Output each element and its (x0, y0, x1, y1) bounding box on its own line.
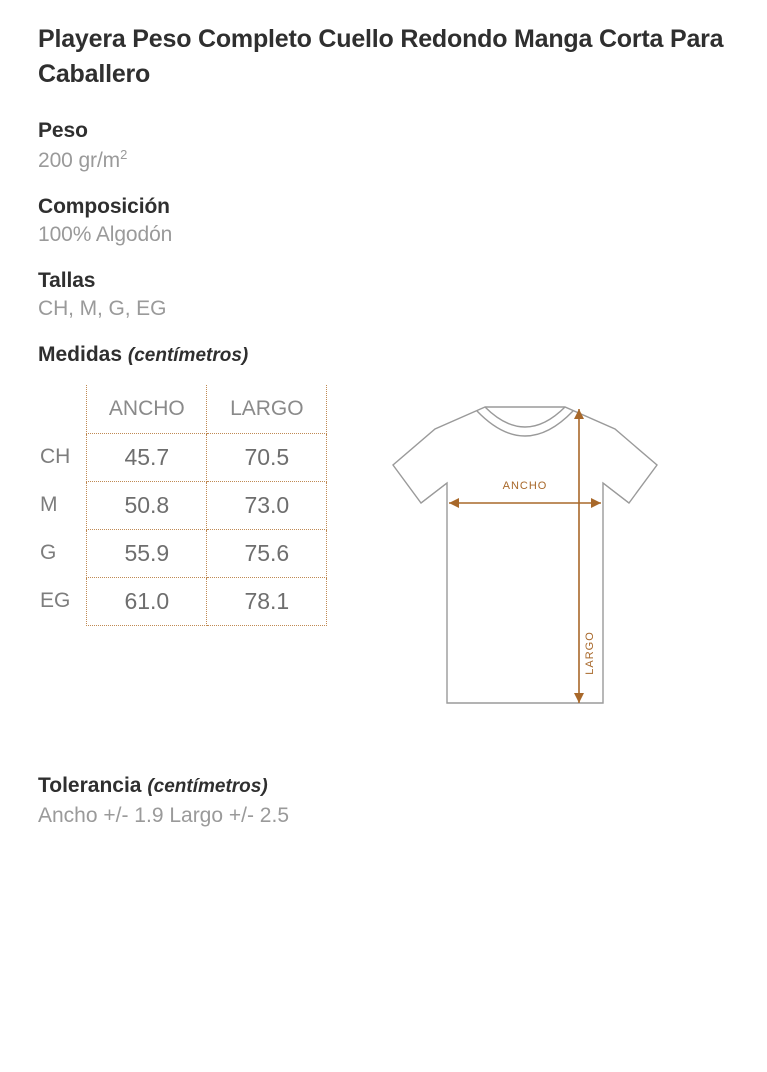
spec-peso-value-sup: 2 (120, 147, 128, 162)
column-header-ancho: ANCHO (87, 385, 207, 433)
cell-ch-ancho: 45.7 (87, 433, 207, 481)
spec-peso (38, 119, 729, 173)
tshirt-diagram (375, 385, 675, 730)
row-size-m: M (40, 493, 58, 516)
spec-composicion-label: Composición (38, 195, 170, 218)
cell-ch-largo: 70.5 (207, 433, 327, 481)
table-corner-cell (40, 385, 87, 433)
cell-eg-largo: 78.1 (207, 577, 327, 625)
tolerance-value: Ancho +/- 1.9 Largo +/- 2.5 (38, 804, 289, 827)
cell-g-largo: 75.6 (207, 529, 327, 577)
column-header-largo: LARGO (207, 385, 327, 433)
spec-tallas-label: Tallas (38, 269, 96, 292)
tolerance-heading (38, 774, 729, 798)
largo-label: LARGO (584, 631, 597, 675)
page-title: Playera Peso Completo Cuello Redondo Manga Corta Para Caballero (38, 25, 724, 88)
size-table (40, 385, 327, 626)
table-row (40, 577, 327, 625)
spec-peso-value-text: 200 gr/m (38, 149, 121, 172)
cell-m-ancho: 50.8 (87, 481, 207, 529)
spec-tallas-value: CH, M, G, EG (38, 297, 167, 320)
spec-composicion (38, 195, 729, 247)
largo-arrow-head-bottom (574, 693, 584, 703)
spec-tallas (38, 269, 729, 321)
spec-peso-label: Peso (38, 119, 88, 142)
row-size-eg: EG (40, 589, 71, 612)
shirt-sleeve-seam-right (603, 483, 629, 503)
shirt-collar-outer (477, 411, 573, 436)
shirt-outline (393, 407, 657, 703)
tolerance-heading-unit: (centímetros) (147, 776, 268, 797)
measures-heading (38, 343, 729, 367)
spec-composicion-value: 100% Algodón (38, 223, 173, 246)
spec-peso-value (38, 147, 729, 173)
shirt-sleeve-seam-left (421, 483, 447, 503)
cell-eg-ancho: 61.0 (87, 577, 207, 625)
cell-m-largo: 73.0 (207, 481, 327, 529)
ancho-arrow-head-right (591, 498, 601, 508)
cell-g-ancho: 55.9 (87, 529, 207, 577)
table-header-row (40, 385, 327, 433)
table-row (40, 529, 327, 577)
measures-heading-unit: (centímetros) (127, 345, 249, 366)
tolerance-section (38, 774, 729, 828)
table-row (40, 433, 327, 481)
measures-heading-text: Medidas (38, 343, 123, 366)
tolerance-heading-text: Tolerancia (38, 774, 142, 797)
row-size-ch: CH (40, 445, 71, 468)
table-row (40, 481, 327, 529)
tshirt-diagram-svg (375, 385, 675, 725)
measures-area (38, 381, 729, 730)
ancho-label: ANCHO (502, 480, 548, 492)
ancho-arrow-head-left (449, 498, 459, 508)
row-size-g: G (40, 541, 57, 564)
shirt-collar-inner (485, 407, 565, 427)
